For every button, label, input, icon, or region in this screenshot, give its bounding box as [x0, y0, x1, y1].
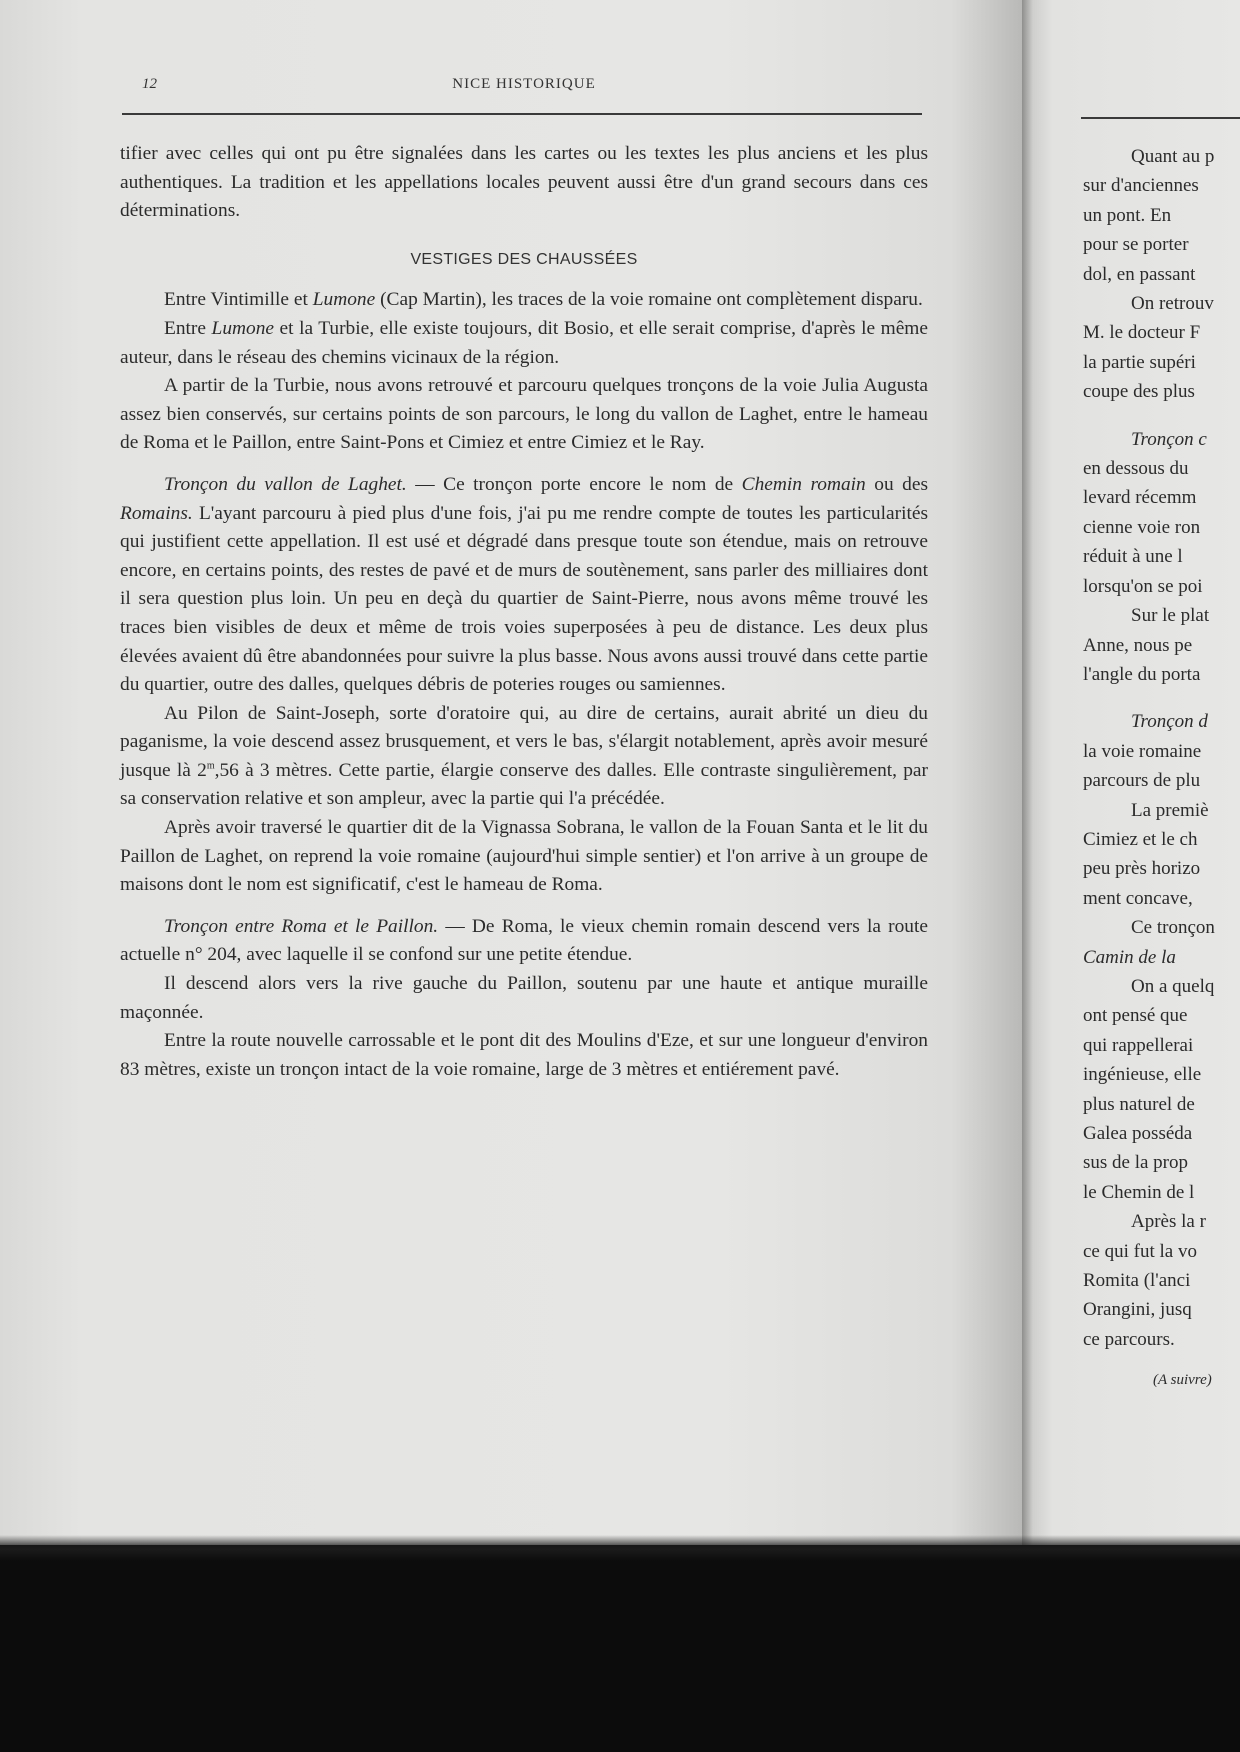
- italic-term: Romains.: [120, 502, 193, 524]
- paragraph-laghet: [120, 471, 928, 700]
- running-title: NICE HISTORIQUE: [452, 76, 596, 92]
- a-suivre-note: (A suivre): [1153, 1372, 1212, 1389]
- text-line: Camin de la: [1083, 946, 1176, 968]
- text-line: sus de la prop: [1083, 1152, 1189, 1174]
- paragraph-vintimille: [120, 286, 928, 315]
- text-line: la partie supéri: [1083, 351, 1196, 373]
- paragraph-lumone: [120, 315, 928, 372]
- running-head: [120, 76, 928, 104]
- text-line: ce parcours.: [1083, 1328, 1175, 1350]
- text-line: Orangini, jusq: [1083, 1299, 1192, 1321]
- right-text-column: [1083, 142, 1240, 1396]
- right-page: [1022, 0, 1240, 1545]
- text-line: qui rappellerai: [1083, 1034, 1194, 1056]
- text-line: la voie romaine: [1083, 740, 1202, 762]
- text-line: Romita (l'anci: [1083, 1270, 1191, 1292]
- paragraph-text: (Cap Martin), les traces de la voie romaine ont complètement disparu.: [375, 289, 923, 311]
- paragraph-turbie: A partir de la Turbie, nous avons retrouvé et parcouru quelques tronçons de la voie Julia Augusta assez bien conservés, sur certains points de son parcours, le long du vallon de Laghet, entre le hameau de Roma et le Paillon, entre Saint-Pons et Cimiez et entre Cimiez et le Ray.: [120, 375, 928, 454]
- paragraph-text: — De Roma, le vieux chemin romain descend vers la route actuelle n° 204, avec laquelle il se confond sur une petite étendue.: [120, 915, 928, 966]
- paragraph-text: Entre: [164, 317, 212, 339]
- text-line: réduit à une l: [1083, 546, 1183, 568]
- paragraph-vignassa: Après avoir traversé le quartier dit de la Vignassa Sobrana, le vallon de la Fouan Santa et le lit du Paillon de Laghet, on reprend la voie romaine (aujourd'hui simple sentier) et l'on arrive à un groupe de maisons dont le nom est significatif, c'est le hameau de Roma.: [120, 817, 928, 896]
- text-line: Anne, nous pe: [1083, 634, 1193, 656]
- section-heading: VESTIGES DES CHAUSSÉES: [410, 250, 638, 268]
- text-line: Sur le plat: [1131, 605, 1210, 627]
- text-line: sur d'anciennes: [1083, 175, 1199, 197]
- paragraph-rive: Il descend alors vers la rive gauche du Paillon, soutenu par une haute et antique muraille maçonnée.: [120, 973, 928, 1023]
- text-line: un pont. En: [1083, 204, 1172, 226]
- paragraph-text: et la Turbie, elle existe toujours, dit Bosio, et elle serait comprise, d'après le même auteur, dans le réseau des chemins vicinaux de la région.: [120, 317, 928, 368]
- paragraph-continuation: tifier avec celles qui ont pu être signalées dans les cartes ou les textes les plus anciens et les plus authentiques. La tradition et les appellations locales peuvent aussi être d'un grand secours dans ces déterminations.: [120, 143, 928, 222]
- paragraph-moulins: Entre la route nouvelle carrossable et le pont dit des Moulins d'Eze, et sur une longueur d'environ 83 mètres, existe un tronçon intact de la voie romaine, large de 3 mètres et entiérement pavé.: [120, 1030, 928, 1080]
- main-text-column: [120, 140, 928, 1084]
- text-line: levard récemm: [1083, 487, 1197, 509]
- text-line: On a quelq: [1131, 975, 1215, 997]
- text-line: ce qui fut la vo: [1083, 1240, 1197, 1262]
- text-line: Ce tronçon: [1131, 917, 1215, 939]
- subsection-title: Tronçon d: [1131, 711, 1208, 733]
- subsection-title: Tronçon entre Roma et le Paillon.: [164, 915, 439, 937]
- subsection-title: Tronçon du vallon de Laghet.: [164, 473, 407, 495]
- paragraph-text: Au Pilon de Saint-Joseph, sorte d'oratoire qui, au dire de certains, aurait abrité un dieu du paganisme, la voie descend assez brusquement, et vers le bas, s'élargit notablement, après avoir mesuré jusque là 2: [120, 702, 928, 781]
- text-line: Cimiez et le ch: [1083, 828, 1198, 850]
- text-line: ment concave,: [1083, 887, 1193, 909]
- right-header-rule: [1081, 117, 1240, 119]
- text-line: peu près horizo: [1083, 858, 1201, 880]
- text-line: cienne voie ron: [1083, 516, 1201, 538]
- text-line: M. le docteur F: [1083, 322, 1201, 344]
- text-line: On retrouv: [1131, 293, 1214, 315]
- text-line: La premiè: [1131, 799, 1209, 821]
- text-line: ont pensé que: [1083, 1005, 1188, 1027]
- place-name: Lumone: [211, 317, 275, 339]
- paragraph-text: Entre Vintimille et: [164, 289, 313, 311]
- text-line: plus naturel de: [1083, 1093, 1195, 1115]
- place-name: Lumone: [312, 289, 376, 311]
- scan-border: [0, 1535, 1240, 1561]
- text-line: Galea posséda: [1083, 1123, 1193, 1144]
- paragraph-text: ,56 à 3 mètres. Cette partie, élargie conserve des dalles. Elle contraste singulièrement, par sa conservation relative et son ampleur, avec la partie qui l'a précédée.: [120, 759, 929, 810]
- text-line: coupe des plus: [1083, 381, 1195, 403]
- text-line: pour se porter: [1083, 234, 1189, 256]
- text-line: le Chemin de l: [1083, 1181, 1195, 1203]
- subsection-title: Tronçon c: [1131, 428, 1207, 450]
- text-line: en dessous du: [1083, 458, 1189, 480]
- paragraph-text: — Ce tronçon porte encore le nom de: [406, 473, 742, 495]
- paragraph-text: L'ayant parcouru à pied plus d'une fois, j'ai pu me rendre compte de toutes les particularités qui justifient cette appellation. Il est usé et dégradé dans presque toute son étendue, mais on retrouve encore, en certains points, des restes de pavé et de murs de soutènement, sans parler des milliaires dont il sera question plus loin. Un peu en deçà du quartier de Saint-Pierre, nous avons même trouvé les traces bien visibles de deux et même de trois voies superposées à peu de distance. Les deux plus élevées avaient dû être abandonnées pour suivre la plus basse. Nous avons aussi trouvé dans cette partie du quartier, outre des dalles, quelques débris de poteries rouges ou samiennes.: [120, 502, 928, 696]
- text-line: ingénieuse, elle: [1083, 1064, 1202, 1086]
- text-line: lorsqu'on se poi: [1083, 575, 1203, 597]
- italic-term: Chemin romain: [741, 473, 866, 495]
- page-number: 12: [142, 76, 157, 92]
- text-line: Après la r: [1131, 1211, 1206, 1233]
- paragraph-pilon: [120, 700, 928, 814]
- paragraph-text: ou des: [865, 473, 928, 495]
- paragraph-roma: [120, 913, 928, 970]
- text-line: Quant au p: [1131, 146, 1215, 167]
- text-line: parcours de plu: [1083, 770, 1201, 792]
- text-line: l'angle du porta: [1083, 663, 1201, 685]
- unit-superscript: m: [206, 760, 215, 772]
- text-line: dol, en passant: [1083, 263, 1196, 285]
- header-rule: [122, 113, 922, 115]
